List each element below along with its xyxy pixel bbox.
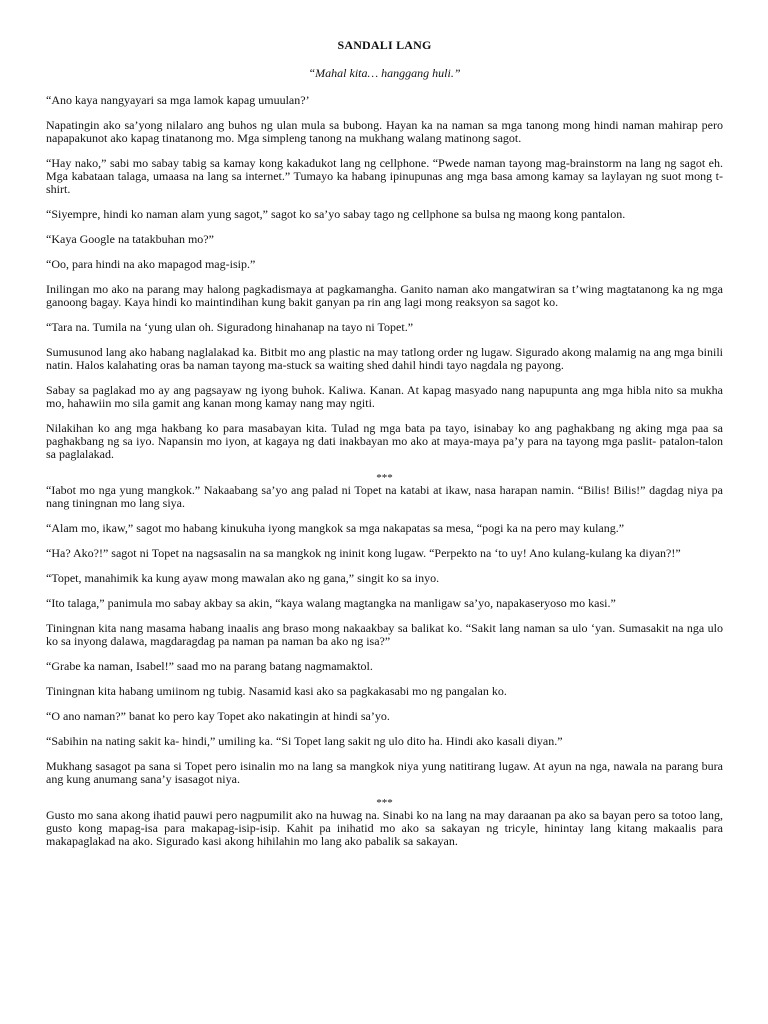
document-subtitle: “Mahal kita… hanggang huli.” <box>308 66 461 80</box>
paragraph: Tiningnan kita nang masama habang inaalis ang braso mong nakaakbay sa balikat ko. “Sakit lang naman sa ulo ‘yan. Sumasakit na nga ulo ko sa inyong dalawa, magdaragdag pa naman pa naman ba ako ng isa?” <box>46 621 723 648</box>
paragraph: Gusto mo sana akong ihatid pauwi pero nagpumilit ako na huwag na. Sinabi ko na lang na may daraanan pa ako sa bayan pero sa totoo lang, gusto kong mapag-isa para makapag-isip-isip. Kahit pa inihatid mo ako sa sakayan ng tricyle, hinintay lang kitang makaalis para makapaglakad na ako. Sigurado kasi akong hihilahin mo lang ako pabalik sa sakayan. <box>46 808 723 848</box>
paragraph: “Sabihin na nating sakit ka- hindi,” umiling ka. “Si Topet lang sakit ng ulo dito ha. Hindi ako kasali diyan.” <box>46 734 563 748</box>
paragraph: Sabay sa paglakad mo ay ang pagsayaw ng iyong buhok. Kaliwa. Kanan. At kapag masyado nang napupunta ang mga hibla nito sa mukha mo, hahawiin mo sila gamit ang kanan mong kamay nang may ngiti. <box>46 383 723 410</box>
paragraph: Inilingan mo ako na parang may halong pagkadismaya at pagkamangha. Ganito naman ako mangatwiran sa t’wing magtatanong ka ng mga ganoong bagay. Kaya hindi ko maintindihan kung bakit ganyan pa rin ang lagi mong reaksyon sa sagot ko. <box>46 282 723 309</box>
paragraph: “Topet, manahimik ka kung ayaw mong mawalan ako ng gana,” singit ko sa inyo. <box>46 571 440 585</box>
paragraph: Tiningnan kita habang umiinom ng tubig. Nasamid kasi ako sa pagkakasabi mo ng pangalan ko. <box>46 684 507 698</box>
paragraph: “Ha? Ako?!” sagot ni Topet na nagsasalin na sa mangkok ng ininit kong lugaw. “Perpekto na ‘to uy! Ano kulang-kulang ka diyan?!” <box>46 546 681 560</box>
paragraph: Mukhang sasagot pa sana si Topet pero isinalin mo na lang sa mangkok niya yung natitirang lugaw. At ayun na nga, nawala na parang bura ang kung anumang sana’y isasagot niya. <box>46 759 723 786</box>
paragraph: “Oo, para hindi na ako mapagod mag-isip.” <box>46 257 256 271</box>
paragraph: “Kaya Google na tatakbuhan mo?” <box>46 232 214 246</box>
document-page <box>46 38 723 860</box>
document-title: SANDALI LANG <box>337 38 432 52</box>
paragraph: “O ano naman?” banat ko pero kay Topet ako nakatingin at hindi sa’yo. <box>46 709 390 723</box>
paragraph: “Grabe ka naman, Isabel!” saad mo na parang batang nagmamaktol. <box>46 659 373 673</box>
section-separator: *** <box>376 472 393 484</box>
paragraph: “Hay nako,” sabi mo sabay tabig sa kamay kong kakadukot lang ng cellphone. “Pwede naman tayong mag-brainstorm na lang ng sagot eh. Mga kabataan talaga, umaasa na lang sa internet.” Tumayo ka habang ipinupunas ang mga basa among kamay sa laylayan ng suot mong t-shirt. <box>46 156 723 196</box>
paragraph: “Iabot mo nga yung mangkok.” Nakaabang sa’yo ang palad ni Topet na katabi at ikaw, nasa harapan namin. “Bilis! Bilis!” dagdag niya pa nang tiningnan mo lang siya. <box>46 483 723 510</box>
paragraph: Napatingin ako sa’yong nilalaro ang buhos ng ulan mula sa bubong. Hayan ka na naman sa mga tanong mong hindi naman mahirap pero napapakunot ako kapag tinatanong mo. Mga simpleng tanong na mukhang walang matinong sagot. <box>46 118 723 145</box>
paragraph: “Ano kaya nangyayari sa mga lamok kapag umuulan?’ <box>46 93 310 107</box>
paragraph: Sumusunod lang ako habang naglalakad ka. Bitbit mo ang plastic na may tatlong order ng lugaw. Sigurado akong malamig na ang mga binili natin. Halos kalahating oras ba naman tayong ma-stuck sa waiting shed dahil hindi tayo nagdala ng payong. <box>46 345 723 372</box>
section-separator: *** <box>376 797 393 809</box>
paragraph: “Alam mo, ikaw,” sagot mo habang kinukuha iyong mangkok sa mga nakapatas sa mesa, “pogi ka na pero may kulang.” <box>46 521 625 535</box>
paragraph: “Tara na. Tumila na ‘yung ulan oh. Siguradong hinahanap na tayo ni Topet.” <box>46 320 414 334</box>
paragraph: Nilakihan ko ang mga hakbang ko para masabayan kita. Tulad ng mga bata pa tayo, isinabay ko ang paghakbang ng aking mga paa sa paghakbang ng sa iyo. Napansin mo iyon, at kagaya ng dati inakbayan mo ako at maya-maya pa’y para na tayong mga paslit- patalon-talon sa paglalakad. <box>46 421 723 461</box>
paragraph: “Siyempre, hindi ko naman alam yung sagot,” sagot ko sa’yo sabay tago ng cellphone sa bulsa ng maong kong pantalon. <box>46 207 626 221</box>
paragraph: “Ito talaga,” panimula mo sabay akbay sa akin, “kaya walang magtangka na manligaw sa’yo, napakaseryoso mo kasi.” <box>46 596 616 610</box>
